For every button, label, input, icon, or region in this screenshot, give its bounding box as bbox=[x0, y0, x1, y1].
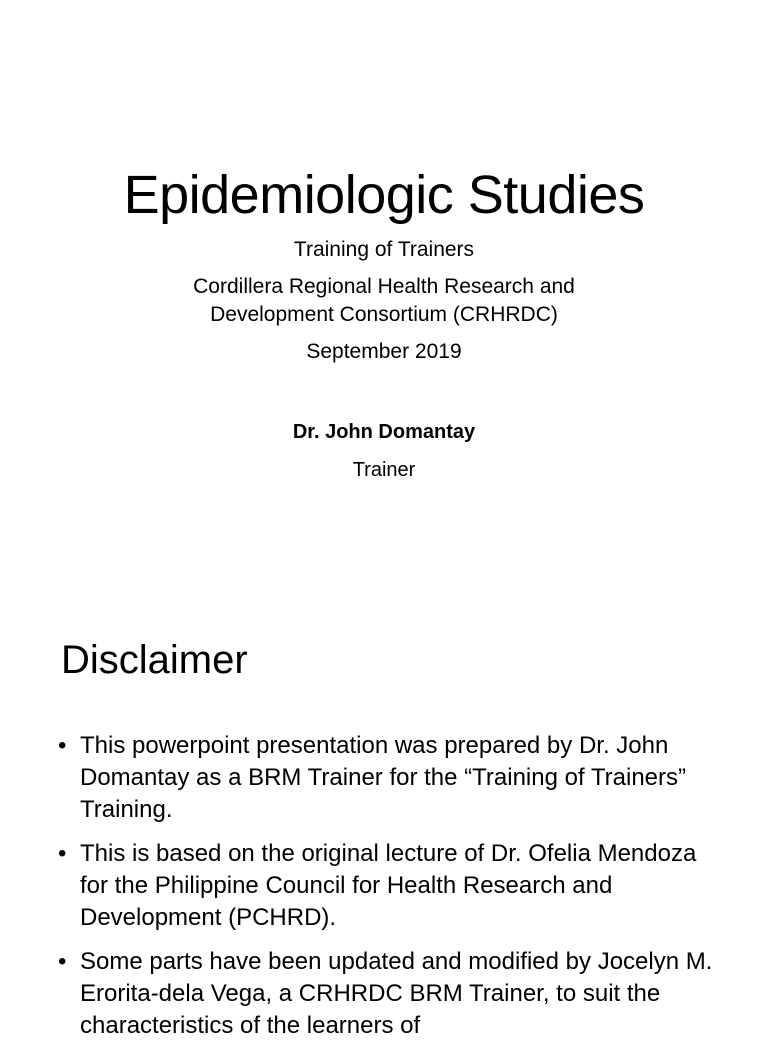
presenter-role: Trainer bbox=[352, 459, 416, 481]
bullet-text: Some parts have been updated and modified by Jocelyn M. Erorita-dela Vega, a CRHRDC BRM Trainer, to suit the characteristics of the learners of bbox=[80, 948, 713, 1039]
bullet-list bbox=[58, 730, 718, 1054]
bullet-icon: • bbox=[58, 840, 67, 867]
bullet-text: This is based on the original lecture of Dr. Ofelia Mendoza for the Philippine Council for Health Research and Development (PCHRD). bbox=[80, 840, 697, 931]
bullet-item bbox=[58, 730, 718, 826]
subtitle-block bbox=[0, 236, 768, 375]
slide-title: Disclaimer bbox=[61, 638, 248, 682]
subtitle-line-part: Development Consortium (CRHRDC) bbox=[210, 303, 558, 326]
subtitle-date: September 2019 bbox=[306, 340, 462, 363]
bullet-icon: • bbox=[58, 948, 67, 975]
subtitle-line-part: Cordillera Regional Health Research and bbox=[193, 275, 575, 298]
subtitle-line: Training of Trainers bbox=[293, 238, 475, 261]
disclaimer-slide bbox=[0, 584, 768, 1039]
bullet-icon: • bbox=[58, 732, 67, 759]
presenter-name: Dr. John Domantay bbox=[292, 421, 476, 443]
subtitle-line bbox=[0, 273, 768, 329]
bullet-text: This powerpoint presentation was prepared by Dr. John Domantay as a BRM Trainer for the “Training of Trainers” Training. bbox=[80, 732, 686, 823]
slide-title: Epidemiologic Studies bbox=[123, 165, 645, 225]
bullet-item bbox=[58, 946, 718, 1042]
bullet-item bbox=[58, 838, 718, 934]
